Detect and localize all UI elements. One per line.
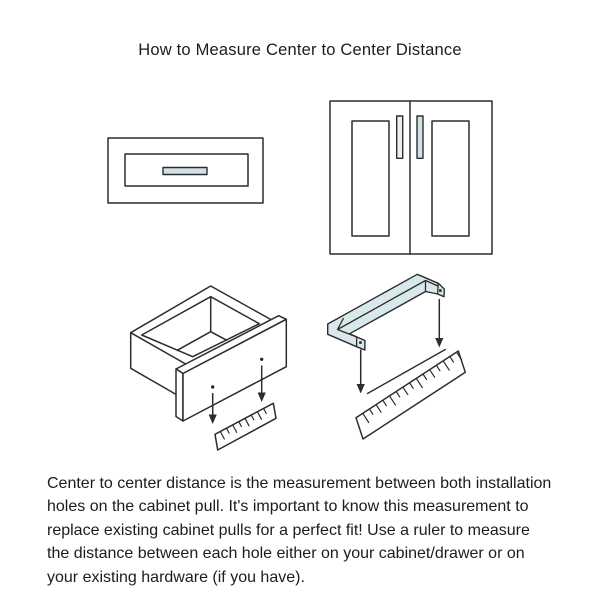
ruler-icon [215,403,276,450]
hole-right [260,358,263,361]
drawer-front-diagram [104,135,270,207]
ruler-icon [356,351,465,439]
left-door-handle-icon [397,116,403,158]
cabinet-doors-diagram [324,95,498,261]
arrow-right-head [435,338,443,348]
pull-hole-left [359,341,362,344]
description-line: Center to center distance is the measurement between both installation [47,475,552,492]
arrow-left-head [209,415,217,425]
drawer-isometric-diagram [118,278,298,458]
drawer-face-side [176,369,183,421]
right-door-handle-icon [417,116,423,158]
cabinet-pull-icon [328,274,445,350]
description-paragraph [47,472,577,589]
right-door-panel [432,121,469,236]
description-line: replace existing cabinet pulls for a perfect fit! Use a ruler to measure [47,521,530,539]
pull-isometric-diagram [318,266,474,448]
arrow-left-head [357,384,365,394]
description-line: the distance between each hole either on your cabinet/drawer or on [47,545,525,563]
description-line: holes on the cabinet pull. It's important to know this measurement to [47,498,529,516]
hole-left [211,385,214,388]
drawer-handle-icon [163,168,207,175]
arrow-right-head [258,393,266,403]
pull-hole-right [439,289,442,292]
page-title: How to Measure Center to Center Distance [138,41,462,59]
description-line: your existing hardware (if you have). [47,568,305,586]
left-door-panel [352,121,389,236]
